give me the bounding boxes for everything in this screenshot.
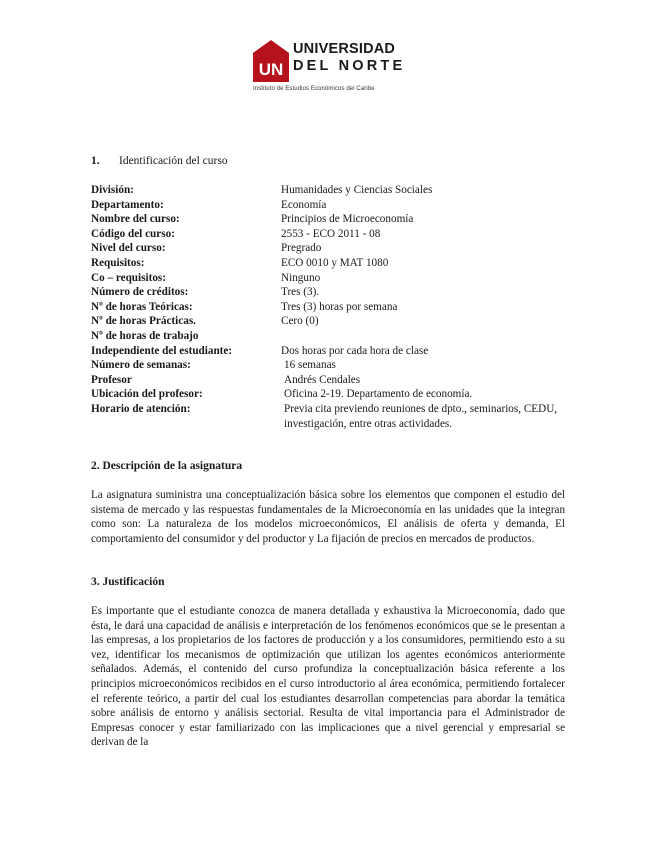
info-value: Tres (3) horas por semana [281, 300, 398, 313]
logo-subtitle: Instituto de Estudios Económicos del Caribe [253, 86, 375, 92]
info-label: Nº de horas de trabajo [91, 329, 199, 342]
info-value: Tres (3). [281, 286, 320, 299]
svg-text:UN: UN [258, 60, 284, 79]
info-row [91, 387, 561, 402]
info-value: Ninguno [281, 271, 321, 284]
info-row [91, 358, 561, 373]
info-row [91, 344, 561, 359]
section3-paragraph: Es importante que el estudiante conozca de manera detallada y exhaustiva la Microeconomía, dado que ésta, le dará una capacidad de análisis e interpretación de los fenómenos económicos que se le presentan a las empresas, a los propietarios de los factores de producción y a los consumidores, permitiendo esto a su vez, identificar los mecanismos de optimización que utilizan los agentes económicos anteriormente señalados. Además, el contenido del curso profundiza la conceptualización básica referente a los principios microeconómicos recibidos en el curso introductorio al área económica, permitiendo fortalecer el referente teórico, a partir del cual los estudiantes desarrollan competencias para abordar la temática sobre análisis de entorno y análisis sectorial. Resulta de vital importancia para el Administrador de Empresas conocer y estar familiarizado con las implicaciones que a nivel gerencial y empresarial se derivan de la [91, 605, 565, 749]
info-value: 16 semanas [284, 359, 336, 372]
info-value: Andrés Cendales [284, 373, 361, 386]
section2-paragraph: La asignatura suministra una conceptualización básica sobre los elementos que componen el estudio del sistema de mercado y las respuestas fundamentales de la Microeconomía en las unidades que la integran como son: La naturaleza de los modelos microeconómicos, El análisis de oferta y demanda, El comportamiento del consumidor y del productor y La fijación de precios en mercados de productos. [91, 489, 565, 545]
info-row [91, 256, 561, 271]
info-label: Número de semanas: [91, 359, 191, 372]
info-row [91, 183, 561, 198]
info-value: Cero (0) [281, 315, 319, 328]
info-label: Nombre del curso: [91, 213, 180, 226]
section1-heading [91, 155, 228, 167]
info-label: Departamento: [91, 198, 164, 211]
info-value: Humanidades y Ciencias Sociales [281, 184, 433, 196]
info-label: Independiente del estudiante: [91, 344, 233, 357]
logo-line1: UNIVERSIDAD [293, 41, 396, 57]
info-label: División: [91, 184, 134, 196]
info-value: ECO 0010 y MAT 1080 [281, 256, 389, 269]
info-row [91, 212, 561, 227]
section3-heading: 3. Justificación [91, 576, 165, 588]
info-value: 2553 - ECO 2011 - 08 [281, 227, 381, 240]
info-label: Código del curso: [91, 227, 175, 240]
section2-heading: 2. Descripción de la asignatura [91, 460, 243, 472]
info-row [91, 227, 561, 242]
info-row [91, 329, 561, 344]
info-label: Nº de horas Prácticas. [91, 315, 196, 328]
section1-title: Identificación del curso [119, 155, 228, 167]
info-row [91, 198, 561, 213]
info-row [91, 373, 561, 388]
info-row [91, 271, 561, 286]
un-emblem-icon [253, 40, 289, 82]
info-row [91, 300, 561, 315]
info-value: Dos horas por cada hora de clase [281, 344, 429, 357]
info-label: Ubicación del profesor: [91, 388, 203, 401]
info-value: Pregrado [281, 242, 322, 255]
logo-line2: DEL NORTE [293, 58, 406, 74]
course-info-table [91, 183, 561, 431]
info-value [281, 329, 561, 344]
info-label: Nº de horas Teóricas: [91, 300, 193, 313]
info-label: Número de créditos: [91, 286, 189, 299]
info-row [91, 402, 561, 431]
info-row [91, 241, 561, 256]
info-label: Co – requisitos: [91, 271, 167, 284]
info-label: Profesor [91, 373, 132, 386]
info-label: Requisitos: [91, 256, 145, 269]
info-value: Principios de Microeconomía [281, 213, 414, 226]
info-row [91, 314, 561, 329]
university-logo [253, 40, 406, 96]
section1-number: 1. [91, 155, 100, 167]
info-value: Previa cita previendo reuniones de dpto., seminarios, CEDU, investigación, entre otras actividades. [284, 402, 558, 430]
info-label: Nivel del curso: [91, 242, 166, 255]
info-label: Horario de atención: [91, 402, 191, 415]
info-value: Economía [281, 198, 327, 211]
info-row [91, 285, 561, 300]
info-value: Oficina 2-19. Departamento de economía. [284, 388, 473, 401]
